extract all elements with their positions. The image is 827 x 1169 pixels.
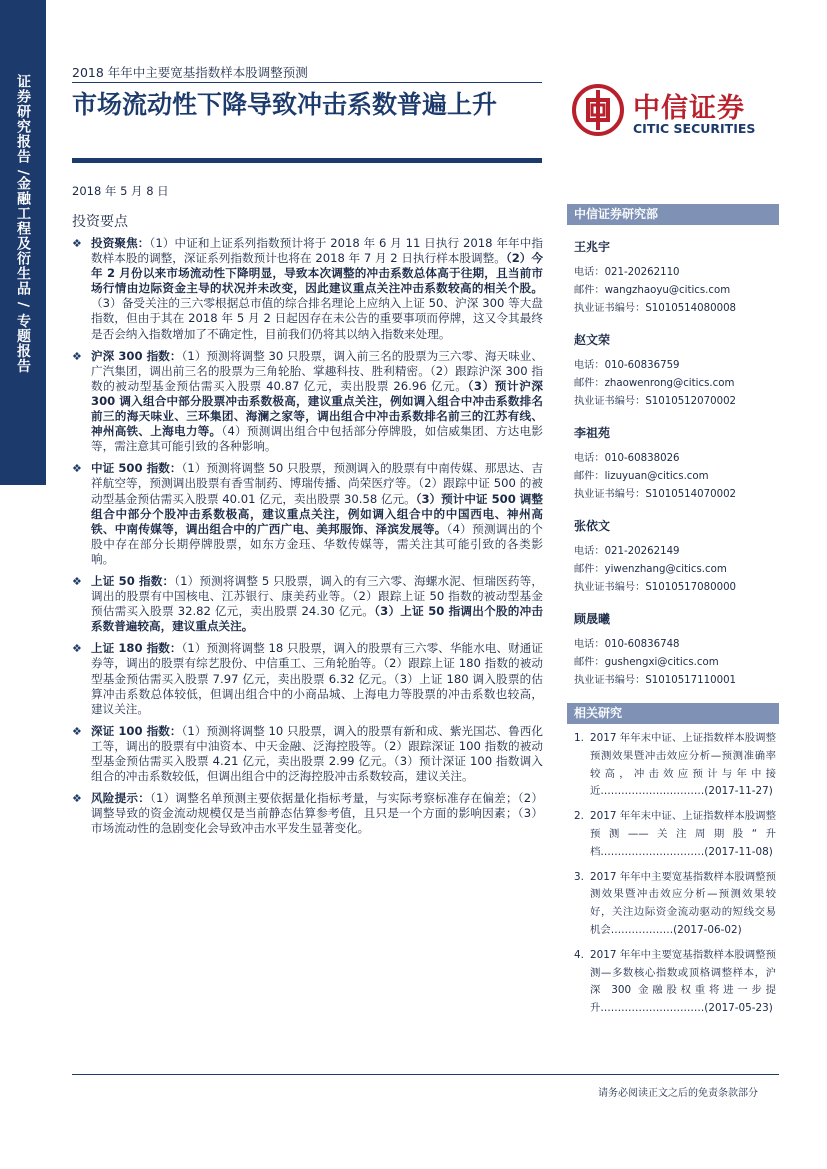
phone-label: 电话： (574, 267, 605, 278)
analyst-card (567, 238, 779, 318)
bullet-text: （3）备受关注的三六零根据总市值的综合排名理论上应纳入上证 50、沪深 300 等大盘指数，但由于其在 2018 年 5 月 2 日起因存在未公告的重要事项而停牌，这又令其最终是否会纳入指数增加了不确定性，目前我们仍将其以纳入指数来处理。 (91, 296, 543, 341)
bullet-item (72, 791, 543, 836)
bullet-item (72, 641, 543, 716)
bullet-text: （1）预测将调整 10 只股票，调入的股票有新和成、紫光国芯、鲁西化工等，调出的股票有中油资本、中天金融、泛海控股等。（2）跟踪深证 100 指数的被动型基金预估需买入股票 4.21 亿元，卖出股票 2.99 亿元。（3）预计深证 100 指数调入组合的冲击系数较低，但调出组合中的泛海控股冲击系数较高，建议关注。 (91, 723, 544, 784)
analyst-phone (574, 636, 779, 654)
analyst-cert (574, 672, 779, 690)
related-item-text: 2017 年年末中证、上证指数样本股调整预测——关注周期股“升档…………………………(2017-11-08) (590, 810, 776, 858)
bullet-text: （1）预测将调整 50 只股票，预测调入的股票有中南传媒、那思达、吉祥航空等，预测调出股票有香雪制药、博瑞传播、尚荣医疗等。（2）跟踪中证 500 的被动型基金预估需买入股票 40.01 亿元，卖出股票 30.58 亿元。 (91, 461, 544, 506)
diamond-bullet-icon: ❖ (72, 792, 82, 806)
bullet-text: （1）预测将调整 5 只股票，调入的有三六零、海螺水泥、恒瑞医药等，调出的股票有中国核电、江苏银行、康美药业等。（2）跟踪上证 50 指数的被动型基金预估需买入股票 32.82 亿元，卖出股票 24.30 亿元。 (91, 573, 543, 619)
sidebar-band (0, 0, 46, 485)
bullet-item (72, 574, 543, 634)
key-points-list (72, 236, 543, 843)
email-value[interactable]: wangzhaoyu@citics.com (604, 285, 731, 296)
phone-value: 021-20262149 (604, 546, 680, 557)
cert-value: S1010514080008 (645, 303, 737, 314)
bullet-item (72, 349, 543, 455)
analyst-phone (574, 357, 779, 375)
bullet-text: （4）预测调出的个股中存在部分长期停牌股票，如东方金珏、华数传媒等，需关注其可能引致的各类影响。 (91, 521, 543, 566)
email-label: 邮件： (574, 285, 605, 296)
bullet-head: 投资聚焦： (91, 236, 150, 250)
analyst-cert (574, 579, 779, 597)
email-label: 邮件： (574, 378, 605, 389)
diamond-bullet-icon: ❖ (72, 462, 82, 476)
related-research-list (567, 730, 779, 1018)
related-item[interactable] (574, 947, 776, 1018)
title-underline (72, 158, 542, 163)
related-item-number: 4. (574, 948, 584, 961)
footer-disclaimer: 请务必阅读正文之后的免责条款部分 (598, 1088, 758, 1099)
email-value[interactable]: gushengxi@citics.com (604, 657, 719, 668)
analyst-card (567, 610, 779, 690)
phone-value: 010-60836748 (604, 639, 680, 650)
header-divider (72, 82, 542, 83)
email-label: 邮件： (574, 657, 605, 668)
cert-label: 执业证书编号： (574, 396, 646, 407)
analyst-name: 张依文 (574, 519, 611, 533)
diamond-bullet-icon: ❖ (72, 724, 82, 738)
email-label: 邮件： (574, 564, 605, 575)
bullet-bold: （3）预计沪深 300 调入组合中部分股票冲击系数极高，建议重点关注，例如调入组合中冲击系数排名前三的海天味业、三环集团、海澜之家等，调出组合中冲击系数排名前三的江苏有线、神州高铁、上海电力等。 (91, 378, 543, 439)
related-item[interactable] (574, 808, 776, 861)
bullet-item (72, 461, 543, 567)
phone-value: 010-60838026 (604, 453, 680, 464)
bullet-text: （4）预测调出组合中包括部分停牌股，如信威集团、方达电影等，需注意其可能引致的各种影响。 (91, 424, 543, 454)
analyst-card (567, 424, 779, 504)
citic-emblem-icon (571, 83, 625, 137)
logo-cn-text: 中信证券 (633, 93, 745, 124)
bullet-text: （1）预测将调整 18 只股票，调入的股票有三六零、华能水电、财通证券等，调出的股票有综艺股份、中信重工、三角轮胎等。（2）跟踪上证 180 指数的被动型基金预估需买入股票 7.97 亿元，卖出股票 6.32 亿元。（3）上证 180 调入股票的估算冲击系数总体较低，但调出组合中的小商品城、上海电力等股票的冲击系数也较高，建议关注。 (91, 641, 544, 716)
logo-en-text: CITIC SECURITIES (633, 121, 756, 136)
citic-logo (571, 80, 781, 140)
right-column (567, 204, 779, 1025)
email-value[interactable]: lizuyuan@citics.com (604, 471, 709, 482)
analyst-cert (574, 486, 779, 504)
analyst-phone (574, 264, 779, 282)
bullet-head: 上证 50 指数： (91, 573, 175, 588)
analyst-card (567, 517, 779, 597)
bullet-bold: （3）上证 50 指调出个股的冲击系数普遍较高，建议重点关注。 (91, 604, 543, 634)
related-item[interactable] (574, 869, 776, 940)
analyst-email (574, 561, 779, 579)
bullet-text: （1）中证和上证系列指数预计将于 2018 年 6 月 11 日执行 2018 年年中指数样本股的调整，深证系列指数预计也将在 2018 年 7 月 2 日执行样本股调整。 (91, 236, 543, 266)
bullet-head: 深证 100 指数： (91, 723, 182, 738)
cert-label: 执业证书编号： (574, 675, 646, 686)
analyst-email (574, 282, 779, 300)
phone-label: 电话： (574, 639, 605, 650)
email-value[interactable]: zhaowenrong@citics.com (604, 378, 735, 389)
related-item-text: 2017 年年末中证、上证指数样本股调整预测效果暨冲击效应分析—预测准确率较高，冲击效应预计与年中接近…………………………(2017-11-27) (590, 732, 776, 798)
bullet-head: 上证 180 指数： (91, 641, 182, 656)
analyst-phone (574, 450, 779, 468)
related-item-number: 1. (574, 732, 584, 744)
analyst-phone (574, 543, 779, 561)
research-dept-header: 中信证券研究部 (567, 204, 779, 225)
footer-divider (72, 1074, 779, 1075)
bullet-item (72, 724, 543, 784)
phone-label: 电话： (574, 546, 605, 557)
bullet-head: 风险提示： (91, 791, 151, 806)
page-title: 市场流动性下降导致冲击系数普遍上升 (72, 90, 498, 119)
cert-value: S1010517110001 (645, 675, 737, 686)
analyst-email (574, 468, 779, 486)
cert-value: S1010514070002 (645, 489, 737, 500)
bullet-item (72, 236, 543, 342)
bullet-bold: （2）今年 2 月份以来市场流动性下降明显，导致本次调整的冲击系数总体高于往期，且当前市场行情由边际资金主导的状况并未改变，因此建议重点关注冲击系数较高的相关个股。 (91, 251, 543, 296)
email-label: 邮件： (574, 471, 605, 482)
section-title: 投资要点 (72, 214, 128, 230)
analyst-name: 王兆宇 (574, 240, 611, 254)
bullet-head: 沪深 300 指数： (91, 348, 182, 363)
analyst-name: 顾晟曦 (574, 612, 611, 626)
phone-label: 电话： (574, 360, 605, 371)
bullet-head: 中证 500 指数： (91, 461, 182, 476)
related-research-header: 相关研究 (567, 703, 779, 724)
related-item-number: 2. (574, 810, 584, 823)
analyst-email (574, 375, 779, 393)
diamond-bullet-icon: ❖ (72, 349, 82, 363)
bullet-text: （1）调整名单预测主要依据量化指标考量，与实际考察标准存在偏差；（2）调整导致的资金流动规模仅是当前静态估算参考值，且只是一个方面的影响因素；（3）市场流动性的急剧变化会导致冲击水平发生显著变化。 (91, 791, 543, 836)
phone-value: 010-60836759 (604, 360, 680, 371)
phone-value: 021-20262110 (604, 267, 680, 278)
report-date: 2018 年 5 月 8 日 (72, 184, 169, 198)
bullet-bold: （3）预计中证 500 调整组合中部分个股冲击系数极高，建议重点关注，例如调入组合中的中国西电、神州高铁、中南传媒等，调出组合中的广西广电、美邦服饰、泽滨发展等。 (91, 491, 543, 536)
analyst-cert (574, 300, 779, 318)
analyst-email (574, 654, 779, 672)
related-item-number: 3. (574, 870, 584, 883)
analyst-name: 李祖苑 (574, 426, 611, 440)
cert-label: 执业证书编号： (574, 582, 646, 593)
cert-value: S1010512070002 (645, 396, 737, 407)
email-value[interactable]: yiwenzhang@citics.com (604, 564, 727, 575)
analyst-name: 赵文荣 (574, 333, 611, 347)
cert-value: S1010517080000 (645, 582, 737, 593)
diamond-bullet-icon: ❖ (72, 642, 82, 656)
analyst-card (567, 331, 779, 411)
diamond-bullet-icon: ❖ (72, 237, 82, 250)
related-item-text: 2017 年年中主要宽基指数样本股调整预测—多数核心指数或顶格调整样本，沪深 300 金融股权重将进一步提升…………………………(2017-05-23) (590, 948, 776, 1015)
related-item-text: 2017 年年中主要宽基指数样本股调整预测效果暨冲击效应分析—预测效果较好，关注边际资金流动驱动的短线交易机会………………(2017-06-02) (590, 870, 776, 936)
cert-label: 执业证书编号： (574, 489, 646, 500)
report-subtitle: 2018 年年中主要宽基指数样本股调整预测 (72, 65, 308, 80)
analyst-cert (574, 393, 779, 411)
diamond-bullet-icon: ❖ (72, 574, 82, 588)
phone-label: 电话： (574, 453, 605, 464)
bullet-text: （1）预测将调整 30 只股票，调入前三名的股票为三六零、海天味业、广汽集团，调出前三名的股票为三角轮胎、掌趣科技、胜利精密。（2）跟踪沪深 300 指数的被动型基金预估需买入股票 40.87 亿元，卖出股票 26.96 亿元。 (91, 348, 544, 393)
report-category: 证券研究报告 /金融工程及衍生品 / 专题报告 (15, 74, 31, 374)
cert-label: 执业证书编号： (574, 303, 646, 314)
related-item[interactable] (574, 730, 776, 801)
